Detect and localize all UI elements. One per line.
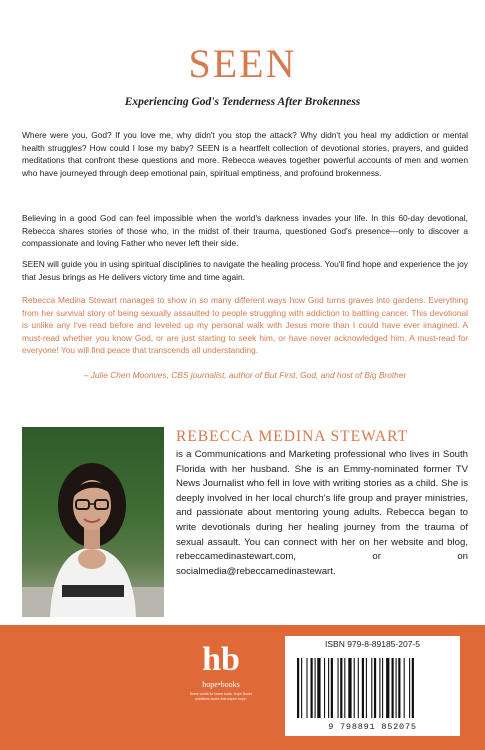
publisher-fine-print: Brave words for brave souls. Hope Books publishes books that inspire hope. [189,692,253,701]
book-title: SEEN [188,41,297,86]
book-subtitle: Experiencing God's Tenderness After Brokenness [124,96,361,108]
isbn-label: ISBN 979-8-89185-207-5 [325,639,420,649]
description-paragraph-2: Believing in a good God can feel impossible when the world's darkness invades your life. In this 60-day devotional, Rebecca shares stories of those who, in the midst of their trauma, questioned God's presence—only to discover a compassionate and loving Father who never left their side. [22,213,468,248]
endorsement-attribution: – Julie Chen Moonves, CBS journalist, author of But First, God, and host of Big Brother [83,370,407,380]
author-bio: is a Communications and Marketing professional who lives in South Florida with her husband. She is an Emmy-nominated former TV News Journalist who fell in love with writing stories as a child. She is deeply involved in her local church's life group and prayer ministries, and passionate about mentoring young adults. Rebecca began to write devotionals during her healing journey from the trauma of sexual assault. You can connect with her on her website and blog, rebeccamedinastewart.com, or on socialmedia@rebeccamedinastewart. [176,449,468,577]
endorsement-quote: Rebecca Medina Stewart manages to show in so many different ways how God turns graves into gardens. Everything from her survival story of being sexually assaulted to people struggling with addiction to battling cancer. This devotional is unlike any I've read before and leveled up my personal walk with Jesus more than I could have ever imagined. A must-read whether you know God, or are just starting to seek him, or have never acknowledged him. A must-read for everyone! You will find peace that transcends all understanding. [22,295,468,355]
description-paragraph-3: SEEN will guide you in using spiritual disciplines to navigate the healing process. You'll find hope and experience the joy that Jesus brings as He delivers victory time and time again. [22,259,468,282]
description-paragraph-1: Where were you, God? If you love me, why didn't you stop the attack? Why didn't you heal my addiction or mental health struggles? How could I lose my baby? SEEN is a heartfelt collection of devotional stories, prayers, and guided meditations that confront these questions and more. Rebecca weaves together powerful accounts of men and women who have journeyed through deep emotional pain, spiritual emptiness, and profound brokenness. [22,130,468,178]
author-name: REBECCA MEDINA STEWART [176,428,409,445]
publisher-logo-mark: hb [202,641,240,678]
publisher-logo-text: hope•books [202,680,240,689]
publisher-logo [186,642,256,732]
author-photo [22,427,164,617]
barcode-icon [295,658,450,720]
barcode-digits: 9 798891 852075 [328,722,417,732]
isbn-barcode-box [285,636,460,736]
